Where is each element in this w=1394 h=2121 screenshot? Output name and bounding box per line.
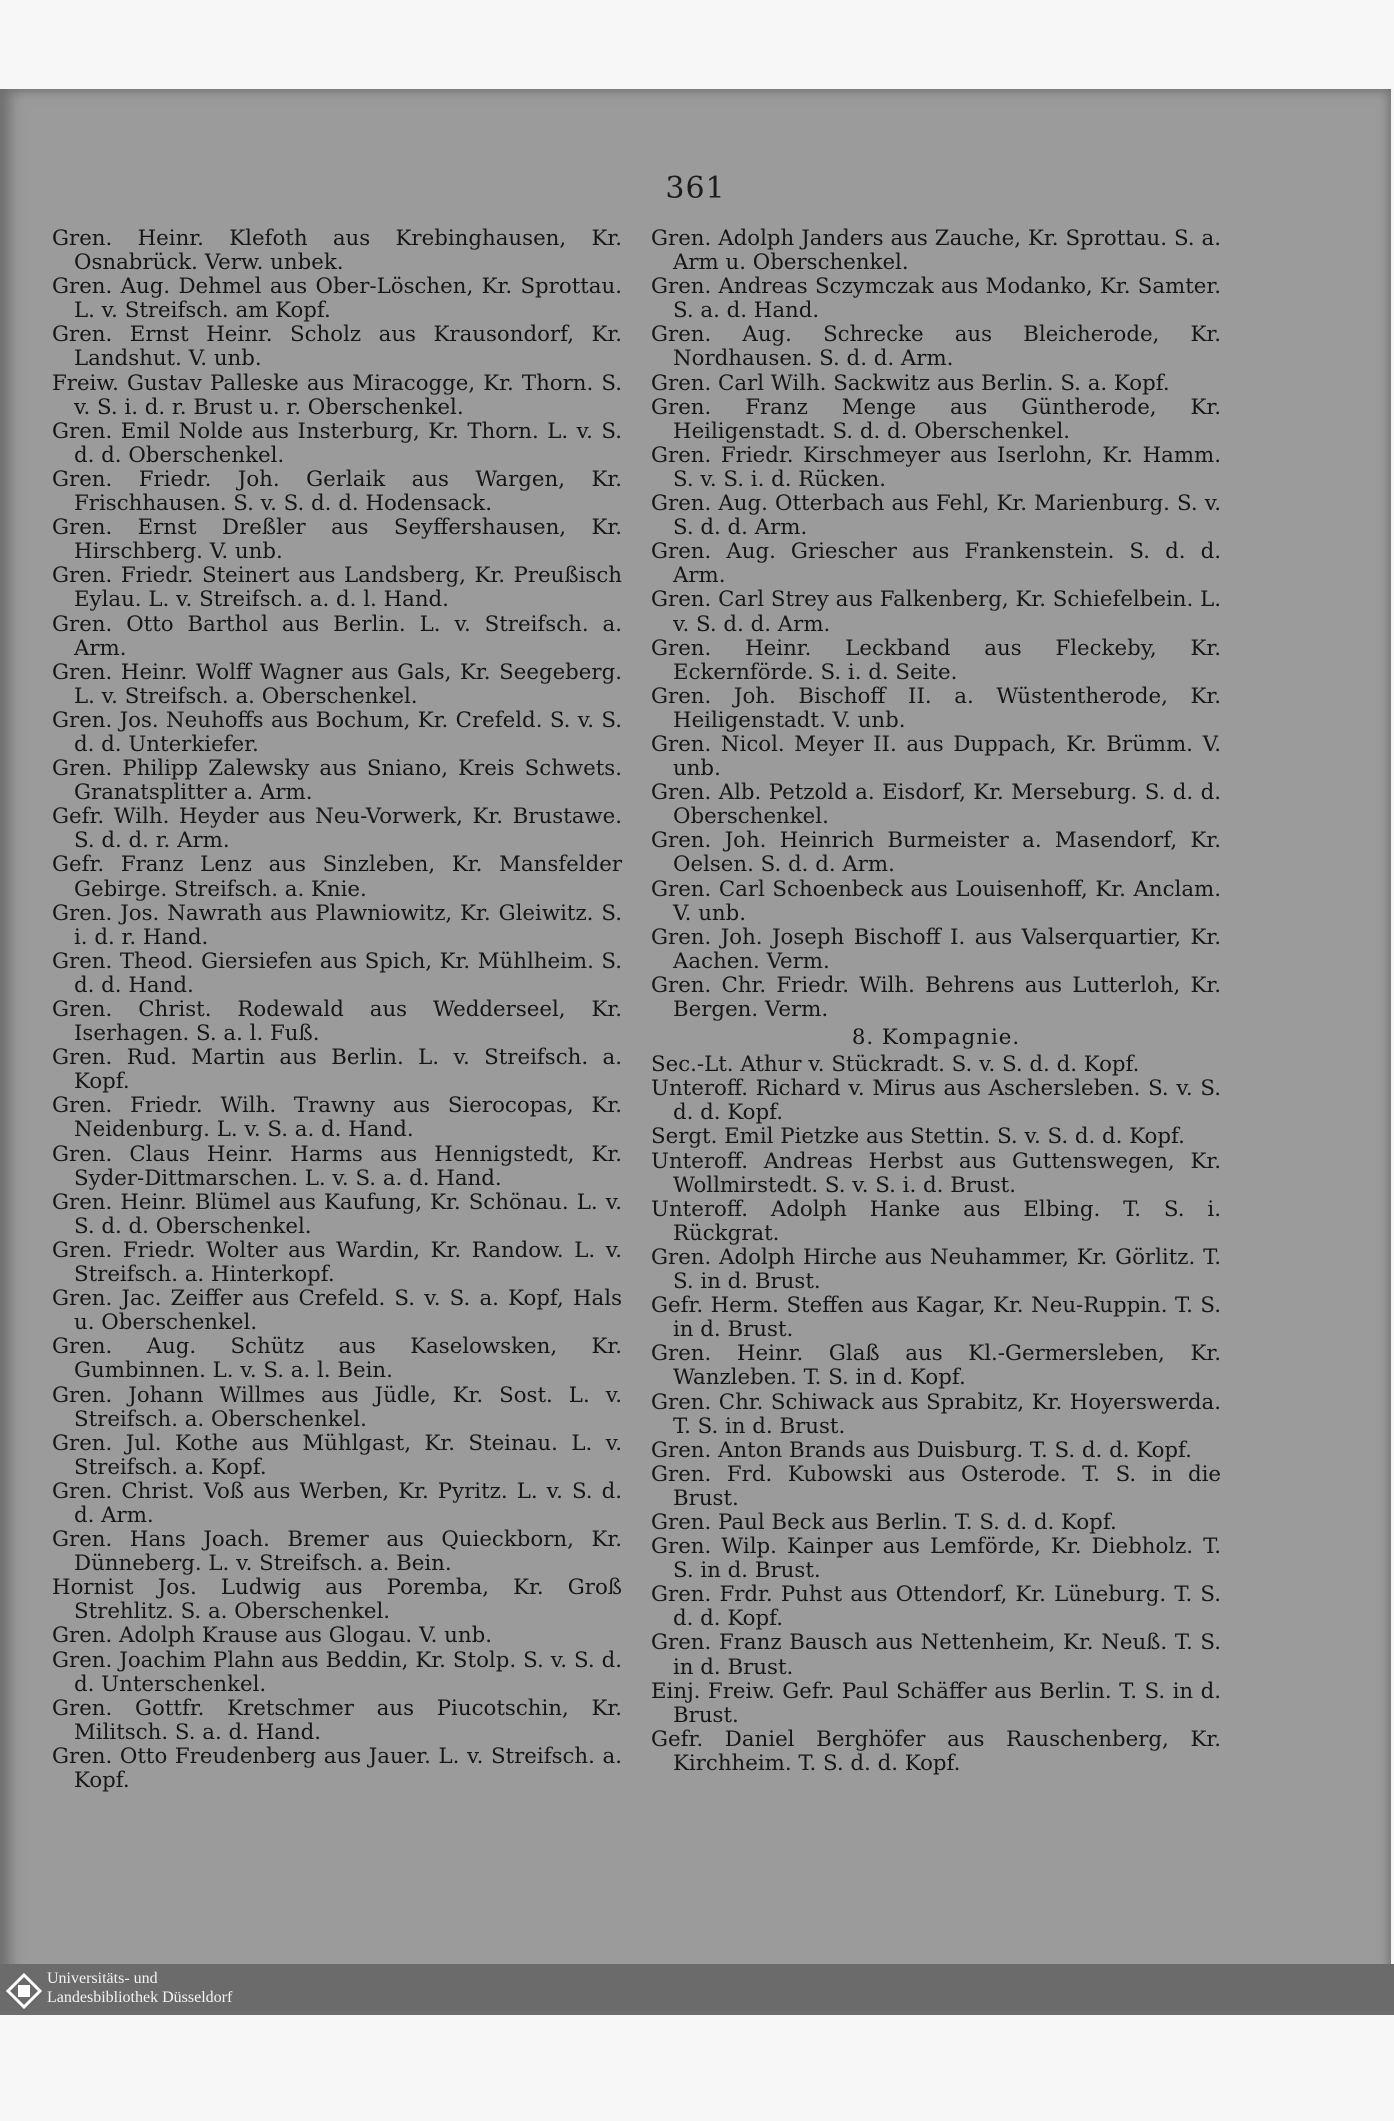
casualty-entry: Einj. Freiw. Gefr. Paul Schäffer aus Berlin. T. S. in d. Brust. (651, 1678, 1221, 1728)
casualty-entry: Gren. Chr. Schiwack aus Sprabitz, Kr. Hoyerswerda. T. S. in d. Brust. (651, 1389, 1221, 1439)
casualty-entry: Gren. Aug. Schrecke aus Bleicherode, Kr. Nordhausen. S. d. d. Arm. (651, 322, 1221, 372)
casualty-entry: Gren. Joachim Plahn aus Beddin, Kr. Stolp. S. v. S. d. d. Unterschenkel. (52, 1647, 622, 1697)
section-heading: 8. Kompagnie. (851, 1025, 1021, 1051)
casualty-entry: Gren. Alb. Petzold a. Eisdorf, Kr. Merseburg. S. d. d. Oberschenkel. (651, 780, 1221, 830)
casualty-entry: Gren. Johann Willmes aus Jüdle, Kr. Sost. L. v. Streifsch. a. Oberschenkel. (52, 1382, 622, 1432)
library-name-line2: Landesbibliothek Düsseldorf (47, 1989, 233, 2006)
casualty-entry: Gren. Joh. Joseph Bischoff I. aus Valserquartier, Kr. Aachen. Verm. (651, 924, 1221, 974)
casualty-entry: Gren. Nicol. Meyer II. aus Duppach, Kr. Brümm. V. unb. (651, 731, 1221, 782)
casualty-entry: Gren. Carl Schoenbeck aus Louisenhoff, Kr. Anclam. V. unb. (651, 876, 1221, 926)
casualty-entry: Gren. Wilp. Kainper aus Lemförde, Kr. Diebholz. T. S. in d. Brust. (651, 1534, 1221, 1584)
casualty-entry: Freiw. Gustav Palleske aus Miracogge, Kr. Thorn. S. v. S. i. d. r. Brust u. r. Oberschenkel. (52, 370, 622, 420)
library-logo-icon (6, 1973, 42, 2013)
casualty-entry: Gren. Jac. Zeiffer aus Crefeld. S. v. S. a. Kopf, Hals u. Oberschenkel. (52, 1286, 622, 1336)
casualty-entry: Gren. Friedr. Steinert aus Landsberg, Kr. Preußisch Eylau. L. v. Streifsch. a. d. l. Hand. (52, 563, 622, 613)
casualty-entry: Gren. Otto Freudenberg aus Jauer. L. v. Streifsch. a. Kopf. (52, 1743, 622, 1793)
casualty-entry: Gren. Jul. Kothe aus Mühlgast, Kr. Steinau. L. v. Streifsch. a. Kopf. (52, 1430, 622, 1480)
casualty-entry: Gren. Andreas Sczymczak aus Modanko, Kr. Samter. S. a. d. Hand. (651, 274, 1221, 324)
casualty-entry: Gren. Heinr. Wolff Wagner aus Gals, Kr. Seegeberg. L. v. Streifsch. a. Oberschenkel. (52, 659, 622, 709)
casualty-entry: Gren. Hans Joach. Bremer aus Quieckborn, Kr. Dünneberg. L. v. Streifsch. a. Bein. (52, 1527, 622, 1577)
library-name (47, 1969, 232, 2007)
casualty-entry: Gefr. Wilh. Heyder aus Neu-Vorwerk, Kr. Brustawe. S. d. d. r. Arm. (52, 804, 622, 854)
casualty-entry: Gren. Friedr. Wilh. Trawny aus Sierocopas, Kr. Neidenburg. L. v. S. a. d. Hand. (52, 1093, 622, 1143)
casualty-entry: Gren. Theod. Giersiefen aus Spich, Kr. Mühlheim. S. d. d. Hand. (52, 948, 622, 998)
casualty-entry: Gren. Carl Wilh. Sackwitz aus Berlin. S. a. Kopf. (651, 370, 1170, 396)
casualty-entry: Gren. Jos. Nawrath aus Plawniowitz, Kr. Gleiwitz. S. i. d. r. Hand. (52, 900, 622, 950)
right-column (651, 227, 1221, 1776)
casualty-entry: Gren. Heinr. Leckband aus Fleckeby, Kr. Eckernförde. S. i. d. Seite. (651, 635, 1221, 685)
casualty-entry: Gren. Franz Bausch aus Nettenheim, Kr. Neuß. T. S. in d. Brust. (651, 1630, 1221, 1680)
casualty-entry: Unteroff. Andreas Herbst aus Guttenswegen, Kr. Wollmirstedt. S. v. S. i. d. Brust. (651, 1148, 1221, 1198)
casualty-entry: Hornist Jos. Ludwig aus Poremba, Kr. Groß Strehlitz. S. a. Oberschenkel. (52, 1575, 622, 1625)
casualty-entry: Gren. Joh. Bischoff II. a. Wüstentherode, Kr. Heiligenstadt. V. unb. (651, 683, 1221, 733)
casualty-entry: Gren. Heinr. Blümel aus Kaufung, Kr. Schönau. L. v. S. d. d. Oberschenkel. (52, 1189, 622, 1239)
library-name-line1: Universitäts- und (47, 1970, 158, 1987)
casualty-entry: Gren. Aug. Griescher aus Frankenstein. S. d. d. Arm. (651, 539, 1221, 589)
casualty-entry: Gren. Heinr. Glaß aus Kl.-Germersleben, Kr. Wanzleben. T. S. in d. Kopf. (651, 1341, 1221, 1391)
casualty-entry: Gefr. Franz Lenz aus Sinzleben, Kr. Mansfelder Gebirge. Streifsch. a. Knie. (52, 852, 622, 902)
casualty-entry: Gren. Paul Beck aus Berlin. T. S. d. d. Kopf. (651, 1509, 1117, 1535)
casualty-entry: Gren. Carl Strey aus Falkenberg, Kr. Schiefelbein. L. v. S. d. d. Arm. (651, 587, 1221, 637)
casualty-entry: Sergt. Emil Pietzke aus Stettin. S. v. S. d. d. Kopf. (651, 1124, 1185, 1150)
casualty-entry: Gren. Frdr. Puhst aus Ottendorf, Kr. Lüneburg. T. S. d. d. Kopf. (651, 1582, 1221, 1632)
casualty-entry: Gren. Ernst Dreßler aus Seyffershausen, Kr. Hirschberg. V. unb. (52, 515, 622, 565)
casualty-entry: Gren. Jos. Neuhoffs aus Bochum, Kr. Crefeld. S. v. S. d. d. Unterkiefer. (52, 707, 622, 757)
casualty-entry: Unteroff. Richard v. Mirus aus Aschersleben. S. v. S. d. d. Kopf. (651, 1076, 1221, 1126)
casualty-entry: Gren. Aug. Schütz aus Kaselowsken, Kr. Gumbinnen. L. v. S. a. l. Bein. (52, 1334, 622, 1384)
library-footer (0, 1964, 1394, 2015)
left-column (52, 227, 622, 1793)
casualty-entry: Gren. Claus Heinr. Harms aus Hennigstedt, Kr. Syder-Dittmarschen. L. v. S. a. d. Hand. (52, 1141, 622, 1191)
casualty-entry: Gren. Otto Barthol aus Berlin. L. v. Streifsch. a. Arm. (52, 611, 622, 661)
casualty-entry: Gren. Adolph Krause aus Glogau. V. unb. (52, 1623, 492, 1649)
casualty-entry: Gren. Adolph Hirche aus Neuhammer, Kr. Görlitz. T. S. in d. Brust. (651, 1244, 1221, 1295)
casualty-entry: Gren. Friedr. Kirschmeyer aus Iserlohn, Kr. Hamm. S. v. S. i. d. Rücken. (651, 442, 1221, 492)
right-column-entries-b (651, 1053, 1221, 1776)
casualty-entry: Gren. Friedr. Wolter aus Wardin, Kr. Randow. L. v. Streifsch. a. Hinterkopf. (52, 1237, 622, 1288)
casualty-entry: Gren. Franz Menge aus Güntherode, Kr. Heiligenstadt. S. d. d. Oberschenkel. (651, 394, 1221, 444)
casualty-entry: Gren. Christ. Rodewald aus Wedderseel, Kr. Iserhagen. S. a. l. Fuß. (52, 997, 622, 1047)
casualty-entry: Gren. Aug. Otterbach aus Fehl, Kr. Marienburg. S. v. S. d. d. Arm. (651, 491, 1221, 541)
casualty-entry: Gren. Rud. Martin aus Berlin. L. v. Streifsch. a. Kopf. (52, 1045, 622, 1095)
casualty-entry: Gren. Chr. Friedr. Wilh. Behrens aus Lutterloh, Kr. Bergen. Verm. (651, 972, 1221, 1022)
page-number: 361 (665, 171, 726, 206)
casualty-entry: Gren. Christ. Voß aus Werben, Kr. Pyritz. L. v. S. d. d. Arm. (52, 1478, 622, 1528)
scanned-page (0, 89, 1391, 2014)
casualty-entry: Gren. Philipp Zalewsky aus Sniano, Kreis Schwets. Granatsplitter a. Arm. (52, 756, 622, 806)
casualty-entry: Gren. Frd. Kubowski aus Osterode. T. S. in die Brust. (651, 1461, 1221, 1511)
right-column-entries-a (651, 227, 1221, 1022)
casualty-entry: Gren. Emil Nolde aus Insterburg, Kr. Thorn. L. v. S. d. d. Oberschenkel. (52, 418, 622, 468)
casualty-entry: Gren. Friedr. Joh. Gerlaik aus Wargen, Kr. Frischhausen. S. v. S. d. d. Hodensack. (52, 466, 622, 517)
casualty-entry: Gren. Adolph Janders aus Zauche, Kr. Sprottau. S. a. Arm u. Oberschenkel. (651, 226, 1221, 276)
casualty-entry: Gren. Ernst Heinr. Scholz aus Krausondorf, Kr. Landshut. V. unb. (52, 322, 622, 372)
casualty-entry: Gren. Joh. Heinrich Burmeister a. Masendorf, Kr. Oelsen. S. d. d. Arm. (651, 828, 1221, 878)
casualty-entry: Gren. Gottfr. Kretschmer aus Piucotschin, Kr. Militsch. S. a. d. Hand. (52, 1695, 622, 1745)
casualty-entry: Unteroff. Adolph Hanke aus Elbing. T. S. i. Rückgrat. (651, 1196, 1221, 1246)
casualty-entry: Gren. Heinr. Klefoth aus Krebinghausen, Kr. Osnabrück. Verw. unbek. (52, 226, 622, 276)
casualty-entry: Sec.-Lt. Athur v. Stückradt. S. v. S. d. d. Kopf. (651, 1052, 1140, 1078)
casualty-entry: Gren. Aug. Dehmel aus Ober-Löschen, Kr. Sprottau. L. v. Streifsch. am Kopf. (52, 274, 622, 324)
casualty-entry: Gefr. Herm. Steffen aus Kagar, Kr. Neu-Ruppin. T. S. in d. Brust. (651, 1293, 1221, 1343)
casualty-entry: Gefr. Daniel Berghöfer aus Rauschenberg, Kr. Kirchheim. T. S. d. d. Kopf. (651, 1726, 1221, 1776)
casualty-entry: Gren. Anton Brands aus Duisburg. T. S. d. d. Kopf. (651, 1437, 1192, 1463)
